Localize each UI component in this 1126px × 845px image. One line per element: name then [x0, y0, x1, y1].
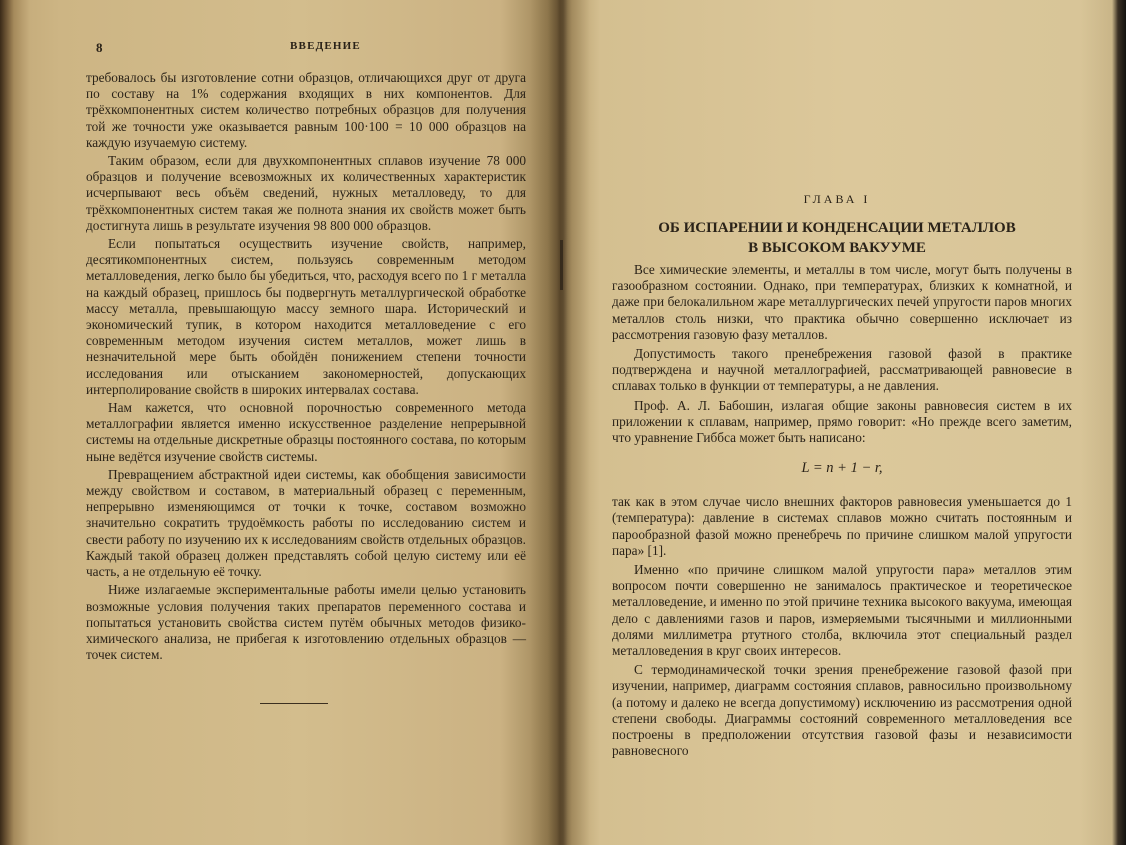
left-running-head [68, 30, 528, 58]
right-paragraph-5: Именно «по причине слишком малой упругости пара» металлов этим вопросом почти совершенно не занималось практическое и теоретическое металловедение, и именно по этой причине техника высокого вакуума, имеющая дело с давлениями газов и паров, измеряемыми тысячными и миллионными долями миллиметра ртутного столба, включила этот специальный раздел металловедения в круг своих интересов. [612, 562, 1072, 659]
right-paragraph-2: Допустимость такого пренебрежения газовой фазой в практике подтверждена и научной металлографией, рассматривающей равновесие в сплавах только в функции от температуры, а не давления. [612, 346, 1072, 394]
left-paragraph-3: Если попытаться осуществить изучение свойств, например, десятикомпонентных систем, пользуясь современным методом металловедения, легко было бы убедиться, что, расходуя всего по 1 г металла на каждый образец, пришлось бы подвергнуть металлургической обработке массу металла, превышающую массу земного шара. Исторический и экономический тупик, в котором находится металловедение с его современным методом изучения систем металлов, может лишь в незначительной мере быть обойдён понижением степени точности исследования или отысканием закономерностей, допускающих интерполирование свойств в широких интервалах состава. [86, 236, 526, 397]
left-paragraph-6: Ниже излагаемые экспериментальные работы имели целью установить возможные условия получения таких препаратов переменного состава и попытаться установить свойства систем путём обычных методов физико-химического анализа, не прибегая к изготовлению отдельных образцов — точек систем. [86, 582, 526, 663]
right-page [592, 30, 1082, 820]
right-paragraph-6: С термодинамической точки зрения пренебрежение газовой фазой при изучении, например, диаграмм состояния сплавов, равносильно произвольному (а потому и далеко не всегда допустимому) исключению из рассмотрения одной степени свободы. Диаграммы состояний современного металловедения все построены в предположении отсутствия газовой фазы и независимости равновесного [612, 662, 1072, 759]
right-paragraph-4: так как в этом случае число внешних факторов равновесия уменьшается до 1 (температура): давление в системах сплавов можно считать постоянным и парообразной фазой можно пренебречь по причине слишком малой упругости пара» [1]. [612, 494, 1072, 558]
gibbs-formula: L = n + 1 − r, [801, 460, 883, 477]
right-page-body [612, 262, 1072, 759]
left-paragraph-2: Таким образом, если для двухкомпонентных сплавов изучение 78 000 образцов и получение всевозможных их количественных характеристик исчерпывают весь объём сведений, нужных металловеду, то для трёхкомпонентных систем такая же полнота знания их свойств может быть достигнута лишь в результате изучения 98 800 000 образцов. [86, 153, 526, 233]
chapter-title [592, 218, 1082, 258]
left-paragraph-4: Нам кажется, что основной порочностью современного метода металлографии является именно искусственное разделение непрерывной системы на отдельные дискретные образцы постоянного состава, по которым ныне ведётся изучение свойств системы. [86, 400, 526, 464]
left-page-body [86, 70, 526, 663]
right-paragraph-1: Все химические элементы, и металлы в том числе, могут быть получены в газообразном состоянии. Однако, при температурах, близких к комнатной, и даже при белокалильном жаре металлургических печей упругости паров многих металлов столь низки, что практика обычно совершенно исключает из рассмотрения газовую фазу металлов. [612, 262, 1072, 342]
left-paragraph-1: требовалось бы изготовление сотни образцов, отличающихся друг от друга по составу на 1% содержания входящих в них компонентов. Для трёхкомпонентных систем количество потребных образцов для получения той же точности уже оказывается равным 100·100 = 10 000 образцов на каждую изучаемую систему. [86, 70, 526, 150]
right-paragraph-3: Проф. А. Л. Бабошин, излагая общие законы равновесия систем в их приложении к сплавам, например, прямо говорит: «Но прежде всего заметим, что уравнение Гиббса может быть написано: [612, 397, 1072, 446]
section-end-rule [260, 703, 328, 704]
gutter-bookmark-mark [560, 240, 563, 290]
chapter-title-line-1: ОБ ИСПАРЕНИИ И КОНДЕНСАЦИИ МЕТАЛЛОВ [658, 220, 1016, 236]
left-paragraph-5: Превращением абстрактной идеи системы, как обобщения зависимости между свойством и составом, в материальный образец с переменным, непрерывно изменяющимся от точки к точке, составом возможно значительно сократить трудоёмкость работы по исследованию систем и свести работу по изучению их к исследованиям свойств отдельных образцов. Каждый такой образец должен представлять собой целую систему или её часть, а не отдельную её точку. [86, 466, 526, 580]
running-head-title: ВВЕДЕНИЕ [290, 40, 361, 52]
book-spine-shadow [530, 0, 590, 845]
chapter-title-line-2: В ВЫСОКОМ ВАКУУМЕ [748, 240, 926, 256]
page-number: 8 [96, 40, 103, 55]
chapter-label: ГЛАВА I [803, 192, 871, 206]
left-page [68, 30, 528, 820]
